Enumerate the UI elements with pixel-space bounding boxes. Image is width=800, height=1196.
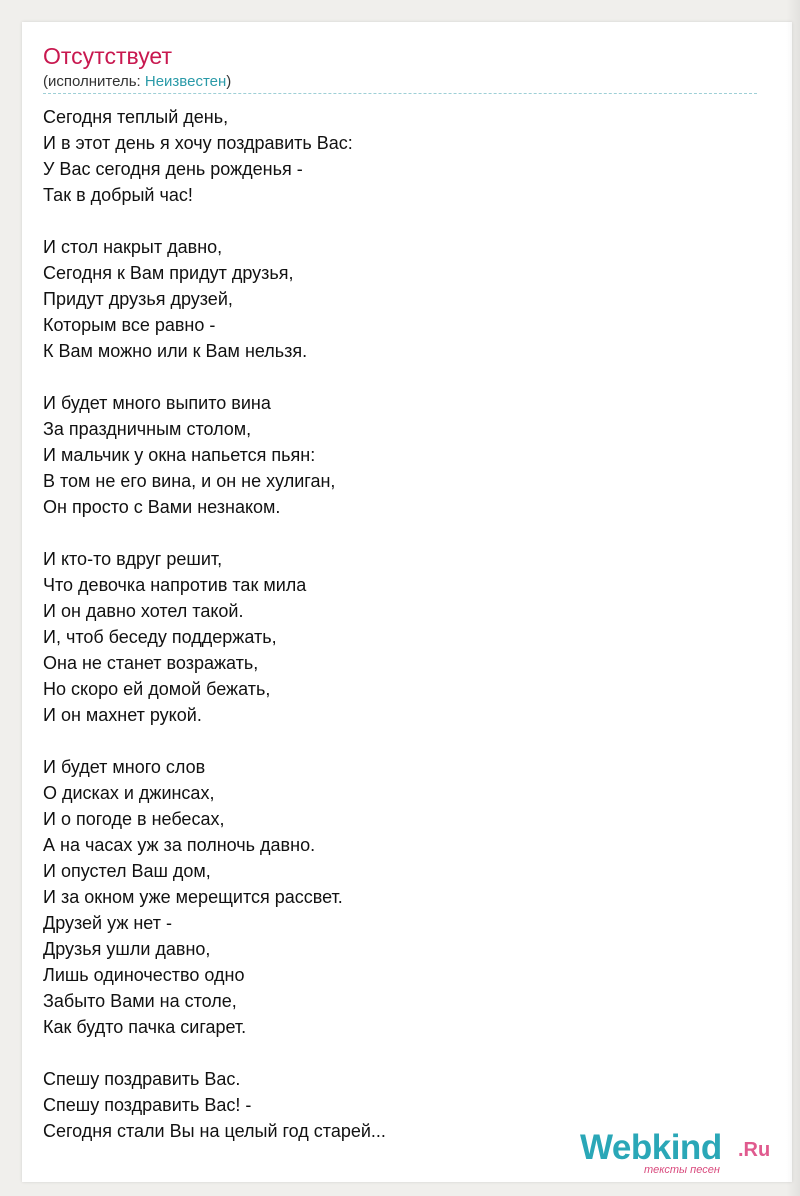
lyric-line: Друзей уж нет - [43,913,172,933]
lyric-line: И он давно хотел такой. [43,601,244,621]
lyric-line: Спешу поздравить Вас. [43,1069,241,1089]
lyric-line: И опустел Ваш дом, [43,861,211,881]
stanza [43,104,603,208]
artist-suffix: ) [226,73,232,90]
page-edge-shadow [786,0,800,1196]
stanza [43,234,603,364]
lyric-line: Как будто пачка сигарет. [43,1017,247,1037]
lyric-line: Сегодня стали Вы на целый год старей... [43,1121,386,1141]
lyric-line: Он просто с Вами незнаком. [43,497,281,517]
lyric-line: Спешу поздравить Вас! - [43,1095,252,1115]
lyric-line: И стол накрыт давно, [43,237,223,257]
stanza [43,1066,603,1144]
lyric-line: Так в добрый час! [43,185,193,205]
stanza [43,754,603,1040]
lyric-line: И, чтоб беседу поддержать, [43,627,277,647]
lyric-line: И будет много слов [43,757,206,777]
lyric-line: К Вам можно или к Вам нельзя. [43,341,308,361]
lyric-line: А на часах уж за полночь давно. [43,835,316,855]
lyric-line: Но скоро ей домой бежать, [43,679,271,699]
lyrics-body [43,104,603,1144]
lyric-line: За праздничным столом, [43,419,252,439]
lyric-line: О дисках и джинсах, [43,783,215,803]
lyric-line: И в этот день я хочу поздравить Вас: [43,133,353,153]
lyric-line: У Вас сегодня день рожденья - [43,159,303,179]
lyric-line: И за окном уже мерещится рассвет. [43,887,343,907]
lyric-line: Придут друзья друзей, [43,289,233,309]
lyric-line: И кто-то вдруг решит, [43,549,223,569]
stanza [43,390,603,520]
lyric-line: Сегодня к Вам придут друзья, [43,263,294,283]
lyric-line: Которым все равно - [43,315,216,335]
logo-wordmark: Webkind [580,1128,722,1167]
logo-domain: .Ru [738,1139,771,1161]
song-title: Отсутствует [43,43,172,69]
logo-tagline: тексты песен [644,1164,720,1176]
artist-line [43,73,231,91]
lyric-line: И мальчик у окна напьется пьян: [43,445,316,465]
lyric-line: В том не его вина, и он не хулиган, [43,471,336,491]
lyric-line: Лишь одиночество одно [43,965,245,985]
lyric-line: И он махнет рукой. [43,705,202,725]
header-divider [43,93,757,94]
lyric-line: Забыто Вами на столе, [43,991,237,1011]
artist-prefix: (исполнитель: [43,73,145,90]
webkind-logo[interactable] [580,1128,780,1176]
lyric-line: Что девочка напротив так мила [43,575,307,595]
lyric-line: Она не станет возражать, [43,653,259,673]
stanza [43,546,603,728]
lyric-line: И будет много выпито вина [43,393,271,413]
lyric-line: Друзья ушли давно, [43,939,211,959]
lyric-line: Сегодня теплый день, [43,107,229,127]
lyric-line: И о погоде в небесах, [43,809,225,829]
artist-link[interactable]: Неизвестен [144,73,227,90]
